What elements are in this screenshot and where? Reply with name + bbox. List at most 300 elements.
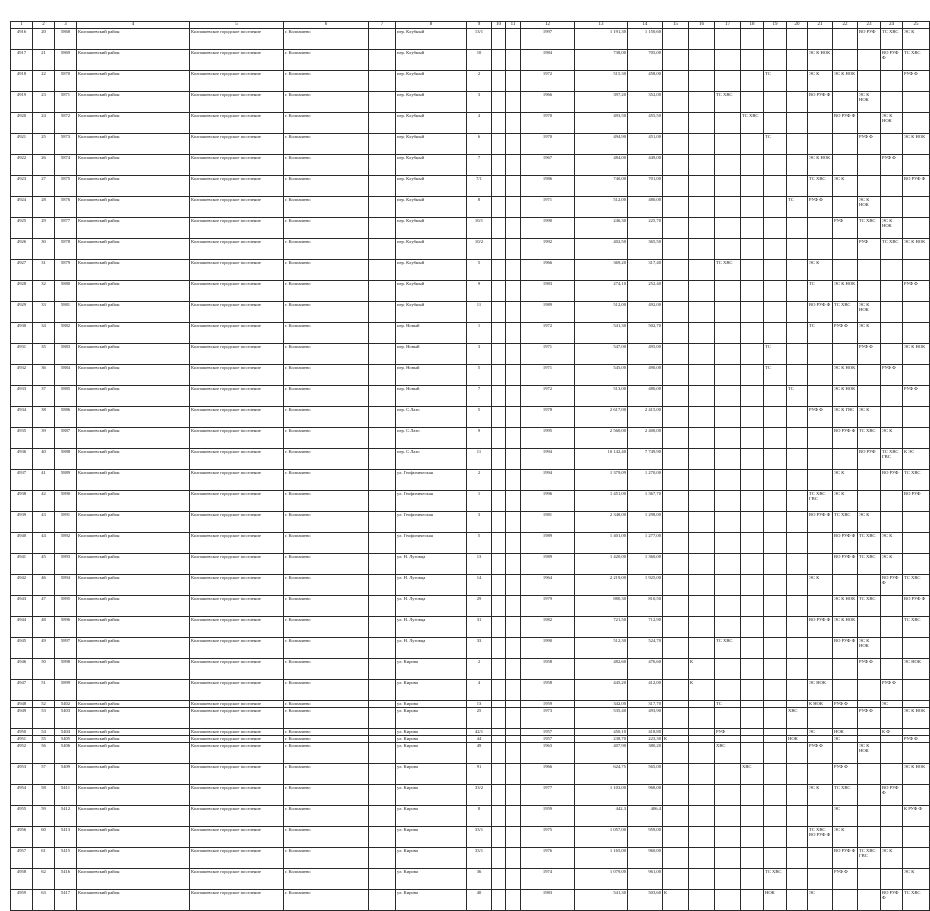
total-area-cell: 1 165,00 (575, 848, 628, 869)
work-code-cell: ВО РУФ Ф (808, 92, 833, 113)
work-code-cell (764, 533, 787, 554)
living-area-cell: 476,60 (628, 659, 663, 680)
index-cell: 42 (33, 491, 55, 512)
row-number-cell: 4925 (11, 218, 33, 239)
house-number-cell: 11 (467, 449, 492, 470)
code-cell: 5890 (55, 491, 77, 512)
city-cell: г. Колпашево (284, 428, 369, 449)
work-code-cell (903, 701, 930, 708)
house-number-cell: 49 (467, 743, 492, 764)
living-area-cell: 451,00 (628, 134, 663, 155)
work-code-cell (741, 470, 764, 491)
blank-cell (492, 470, 506, 491)
work-code-cell (689, 596, 715, 617)
living-area-cell: 352,00 (628, 92, 663, 113)
index-cell: 30 (33, 239, 55, 260)
total-area-cell: 515,30 (575, 71, 628, 92)
blank-cell (506, 764, 521, 785)
table-row (11, 659, 930, 680)
code-cell: 5402 (55, 701, 77, 708)
work-code-cell (903, 533, 930, 554)
work-code-cell (787, 596, 808, 617)
column-number-row (11, 22, 930, 29)
work-code-cell: ВО РУФ (881, 470, 903, 491)
work-code-cell: ЭС К (881, 848, 903, 869)
city-cell: г. Колпашево (284, 29, 369, 50)
house-number-cell: 8 (467, 806, 492, 827)
work-code-cell (903, 197, 930, 218)
work-code-cell (663, 638, 689, 659)
work-code-cell (903, 680, 930, 701)
work-code-cell (903, 743, 930, 764)
table-row (11, 617, 930, 638)
work-code-cell (715, 659, 741, 680)
year-cell: 1973 (521, 708, 575, 729)
row-number-cell: 4929 (11, 302, 33, 323)
work-code-cell (881, 134, 903, 155)
work-code-cell (663, 218, 689, 239)
city-cell: г. Колпашево (284, 554, 369, 575)
work-code-cell (663, 386, 689, 407)
work-code-cell (741, 407, 764, 428)
work-code-cell (689, 701, 715, 708)
work-code-cell: НОК (833, 729, 858, 736)
settlement-cell: Колпашевское городское поселение (190, 176, 284, 197)
district-cell: Колпашевский район (77, 533, 190, 554)
settlement-cell: Колпашевское городское поселение (190, 729, 284, 736)
year-cell: 1959 (521, 806, 575, 827)
blank-cell (506, 176, 521, 197)
code-cell: 5886 (55, 407, 77, 428)
total-area-cell: 721,50 (575, 617, 628, 638)
street-cell: ул. Кирова (396, 869, 467, 890)
work-code-cell (741, 575, 764, 596)
work-code-cell: ЭС К (903, 29, 930, 50)
row-number-cell: 4953 (11, 764, 33, 785)
total-area-cell: 2 219,00 (575, 575, 628, 596)
row-number-cell: 4939 (11, 512, 33, 533)
work-code-cell (689, 449, 715, 470)
code-cell: 5879 (55, 260, 77, 281)
column-number-header: 25 (903, 22, 930, 29)
work-code-cell (787, 848, 808, 869)
work-code-cell (787, 449, 808, 470)
work-code-cell: РУФ Ф (903, 736, 930, 743)
code-cell: 5881 (55, 302, 77, 323)
column-number-header: 13 (575, 22, 628, 29)
work-code-cell: ТС ХВС (764, 869, 787, 890)
work-code-cell (833, 708, 858, 729)
living-area-cell: 565,00 (628, 764, 663, 785)
work-code-cell: ВО РУФ (858, 449, 881, 470)
living-area-cell: 968,00 (628, 785, 663, 806)
table-row (11, 806, 930, 827)
work-code-cell (787, 869, 808, 890)
district-cell: Колпашевский район (77, 470, 190, 491)
index-cell: 53 (33, 708, 55, 729)
work-code-cell (881, 491, 903, 512)
street-cell: ул. Кирова (396, 890, 467, 911)
work-code-cell (808, 29, 833, 50)
total-area-cell: 493,50 (575, 113, 628, 134)
work-code-cell: К НОК (808, 701, 833, 708)
work-code-cell (689, 729, 715, 736)
work-code-cell: РУФ Ф (833, 323, 858, 344)
work-code-cell (764, 764, 787, 785)
work-code-cell (903, 638, 930, 659)
living-area-cell: 1 150,60 (628, 29, 663, 50)
year-cell: 1970 (521, 134, 575, 155)
work-code-cell: ЭС (881, 701, 903, 708)
settlement-cell: Колпашевское городское поселение (190, 848, 284, 869)
house-number-cell: 5 (467, 260, 492, 281)
street-cell: ул. Кирова (396, 729, 467, 736)
row-number-cell: 4944 (11, 617, 33, 638)
street-cell: ул. Кирова (396, 764, 467, 785)
work-code-cell (689, 638, 715, 659)
year-cell: 1966 (521, 92, 575, 113)
work-code-cell (833, 743, 858, 764)
settlement-cell: Колпашевское городское поселение (190, 659, 284, 680)
work-code-cell (903, 848, 930, 869)
house-number-cell: 3 (467, 92, 492, 113)
work-code-cell (741, 743, 764, 764)
living-area-cell: 810,50 (628, 596, 663, 617)
city-cell: г. Колпашево (284, 764, 369, 785)
table-row (11, 29, 930, 50)
work-code-cell (663, 365, 689, 386)
work-code-cell (689, 736, 715, 743)
work-code-cell: ВО РУФ Ф (881, 890, 903, 911)
work-code-cell: ТС (764, 344, 787, 365)
house-number-cell: 33/1 (467, 848, 492, 869)
work-code-cell (715, 449, 741, 470)
blank-cell (506, 449, 521, 470)
street-cell: пер. Клубный (396, 302, 467, 323)
work-code-cell: ТС ХВС ГВС (881, 449, 903, 470)
column-number-header: 5 (190, 22, 284, 29)
row-number-cell: 4918 (11, 71, 33, 92)
house-number-cell: 1 (467, 323, 492, 344)
blank-cell (369, 708, 396, 729)
table-row (11, 113, 930, 134)
blank-cell (369, 890, 396, 911)
code-cell: 5872 (55, 113, 77, 134)
street-cell: пер. Клубный (396, 113, 467, 134)
row-number-cell: 4936 (11, 449, 33, 470)
work-code-cell: ЭС (833, 806, 858, 827)
work-code-cell (764, 449, 787, 470)
work-code-cell (689, 113, 715, 134)
index-cell: 55 (33, 736, 55, 743)
district-cell: Колпашевский район (77, 197, 190, 218)
column-number-header: 3 (55, 22, 77, 29)
column-number-header: 11 (506, 22, 521, 29)
street-cell: пер. Новый (396, 323, 467, 344)
work-code-cell (808, 848, 833, 869)
total-area-cell: 10 142,40 (575, 449, 628, 470)
index-cell: 61 (33, 848, 55, 869)
work-code-cell (741, 827, 764, 848)
settlement-cell: Колпашевское городское поселение (190, 260, 284, 281)
blank-cell (506, 890, 521, 911)
work-code-cell (741, 617, 764, 638)
work-code-cell (715, 428, 741, 449)
work-code-cell (764, 218, 787, 239)
living-area-cell: 490,00 (628, 365, 663, 386)
blank-cell (369, 71, 396, 92)
work-code-cell (881, 869, 903, 890)
code-cell: 5413 (55, 827, 77, 848)
house-number-cell: 6 (467, 134, 492, 155)
table-row (11, 428, 930, 449)
row-number-cell: 4927 (11, 260, 33, 281)
work-code-cell (858, 680, 881, 701)
work-code-cell (903, 92, 930, 113)
district-cell: Колпашевский район (77, 92, 190, 113)
work-code-cell: ТС ХВС (833, 785, 858, 806)
column-number-header: 16 (689, 22, 715, 29)
blank-cell (492, 92, 506, 113)
work-code-cell: ЭС К НОК (858, 197, 881, 218)
work-code-cell: РУФ (715, 729, 741, 736)
table-row (11, 92, 930, 113)
code-cell: 5896 (55, 617, 77, 638)
work-code-cell (764, 806, 787, 827)
blank-cell (506, 428, 521, 449)
code-cell: 5888 (55, 449, 77, 470)
year-cell: 1974 (521, 869, 575, 890)
code-cell: 5893 (55, 554, 77, 575)
work-code-cell (881, 806, 903, 827)
house-number-cell: 9 (467, 281, 492, 302)
blank-cell (506, 239, 521, 260)
blank-cell (369, 827, 396, 848)
total-area-cell: 342,00 (575, 701, 628, 708)
living-area-cell: 418,80 (628, 729, 663, 736)
table-row (11, 323, 930, 344)
index-cell: 40 (33, 449, 55, 470)
row-number-cell: 4923 (11, 176, 33, 197)
work-code-cell (808, 736, 833, 743)
work-code-cell (715, 176, 741, 197)
work-code-cell: ТС ХВС (858, 533, 881, 554)
settlement-cell: Колпашевское городское поселение (190, 890, 284, 911)
year-cell: 1972 (521, 323, 575, 344)
work-code-cell (787, 281, 808, 302)
blank-cell (506, 638, 521, 659)
table-row (11, 281, 930, 302)
work-code-cell (808, 386, 833, 407)
work-code-cell (808, 365, 833, 386)
work-code-cell (663, 302, 689, 323)
blank-cell (492, 50, 506, 71)
work-code-cell (715, 239, 741, 260)
work-code-cell (881, 323, 903, 344)
settlement-cell: Колпашевское городское поселение (190, 449, 284, 470)
district-cell: Колпашевский район (77, 743, 190, 764)
work-code-cell (689, 533, 715, 554)
work-code-cell (689, 155, 715, 176)
work-code-cell (663, 92, 689, 113)
row-number-cell: 4954 (11, 785, 33, 806)
work-code-cell (764, 302, 787, 323)
index-cell: 62 (33, 869, 55, 890)
blank-cell (492, 134, 506, 155)
work-code-cell (858, 470, 881, 491)
work-code-cell (741, 449, 764, 470)
work-code-cell: К Ф (881, 729, 903, 736)
work-code-cell (833, 92, 858, 113)
total-area-cell: 397,20 (575, 92, 628, 113)
year-cell: 1964 (521, 575, 575, 596)
total-area-cell: 1 401,00 (575, 533, 628, 554)
code-cell: 5892 (55, 533, 77, 554)
work-code-cell: ТС (787, 386, 808, 407)
work-code-cell (787, 365, 808, 386)
settlement-cell: Колпашевское городское поселение (190, 50, 284, 71)
settlement-cell: Колпашевское городское поселение (190, 428, 284, 449)
work-code-cell (764, 743, 787, 764)
work-code-cell: К (689, 680, 715, 701)
blank-cell (492, 575, 506, 596)
work-code-cell (764, 29, 787, 50)
work-code-cell: ВО РУФ Ф (833, 554, 858, 575)
street-cell: ул. Н. Луговца (396, 638, 467, 659)
year-cell: 1957 (521, 736, 575, 743)
code-cell: 5899 (55, 680, 77, 701)
house-number-cell: 10/2 (467, 239, 492, 260)
blank-cell (506, 736, 521, 743)
street-cell: ул. Кирова (396, 736, 467, 743)
blank-cell (492, 197, 506, 218)
blank-cell (506, 134, 521, 155)
column-number-header: 14 (628, 22, 663, 29)
column-number-header: 21 (808, 22, 833, 29)
index-cell: 38 (33, 407, 55, 428)
work-code-cell (787, 113, 808, 134)
index-cell: 34 (33, 323, 55, 344)
work-code-cell (764, 407, 787, 428)
work-code-cell: ЭС К (858, 512, 881, 533)
work-code-cell (881, 596, 903, 617)
work-code-cell (787, 785, 808, 806)
index-cell: 48 (33, 617, 55, 638)
blank-cell (506, 659, 521, 680)
row-number-cell: 4933 (11, 386, 33, 407)
row-number-cell: 4926 (11, 239, 33, 260)
code-cell: 5897 (55, 638, 77, 659)
work-code-cell (787, 764, 808, 785)
living-area-cell: 502,70 (628, 323, 663, 344)
column-number-header: 19 (764, 22, 787, 29)
blank-cell (492, 729, 506, 736)
work-code-cell: ТС (764, 71, 787, 92)
code-cell: 5873 (55, 134, 77, 155)
blank-cell (369, 407, 396, 428)
work-code-cell (858, 701, 881, 708)
column-number-header: 8 (396, 22, 467, 29)
blank-cell (492, 890, 506, 911)
work-code-cell: ЭС К НОК (903, 708, 930, 729)
row-number-cell: 4947 (11, 680, 33, 701)
work-code-cell (715, 134, 741, 155)
work-code-cell (689, 806, 715, 827)
settlement-cell: Колпашевское городское поселение (190, 155, 284, 176)
blank-cell (369, 281, 396, 302)
work-code-cell (903, 785, 930, 806)
work-code-cell (764, 617, 787, 638)
living-area-cell: 524,70 (628, 638, 663, 659)
street-cell: пер. Новый (396, 386, 467, 407)
blank-cell (369, 386, 396, 407)
work-code-cell (787, 260, 808, 281)
city-cell: г. Колпашево (284, 575, 369, 596)
work-code-cell (833, 575, 858, 596)
work-code-cell (663, 848, 689, 869)
work-code-cell (741, 428, 764, 449)
work-code-cell (881, 260, 903, 281)
work-code-cell: РУФ Ф (833, 869, 858, 890)
year-cell: 1977 (521, 785, 575, 806)
work-code-cell (787, 491, 808, 512)
work-code-cell (663, 554, 689, 575)
work-code-cell: ЭС (808, 890, 833, 911)
work-code-cell (741, 708, 764, 729)
blank-cell (506, 869, 521, 890)
street-cell: ул. Кирова (396, 743, 467, 764)
work-code-cell (715, 827, 741, 848)
work-code-cell (663, 659, 689, 680)
row-number-cell: 4943 (11, 596, 33, 617)
blank-cell (506, 848, 521, 869)
row-number-cell: 4924 (11, 197, 33, 218)
work-code-cell (715, 617, 741, 638)
work-code-cell (741, 729, 764, 736)
row-number-cell: 4937 (11, 470, 33, 491)
settlement-cell: Колпашевское городское поселение (190, 344, 284, 365)
work-code-cell (764, 92, 787, 113)
blank-cell (369, 617, 396, 638)
housing-register-table (10, 21, 930, 911)
blank-cell (506, 386, 521, 407)
year-cell: 1996 (521, 491, 575, 512)
street-cell: ул. Н. Луговца (396, 617, 467, 638)
blank-cell (506, 155, 521, 176)
row-number-cell: 4957 (11, 848, 33, 869)
code-cell: 5875 (55, 176, 77, 197)
house-number-cell: 5 (467, 533, 492, 554)
total-area-cell: 624,75 (575, 764, 628, 785)
index-cell: 21 (33, 50, 55, 71)
total-area-cell: 482,60 (575, 659, 628, 680)
living-area-cell: 701,00 (628, 176, 663, 197)
code-cell: 5877 (55, 218, 77, 239)
work-code-cell (858, 785, 881, 806)
blank-cell (492, 806, 506, 827)
work-code-cell (663, 281, 689, 302)
work-code-cell (663, 708, 689, 729)
table-row (11, 197, 930, 218)
district-cell: Колпашевский район (77, 176, 190, 197)
city-cell: г. Колпашево (284, 827, 369, 848)
table-row (11, 729, 930, 736)
work-code-cell (764, 785, 787, 806)
work-code-cell: ЭС (808, 729, 833, 736)
house-number-cell: 2 (467, 470, 492, 491)
code-cell: 5880 (55, 281, 77, 302)
blank-cell (492, 113, 506, 134)
